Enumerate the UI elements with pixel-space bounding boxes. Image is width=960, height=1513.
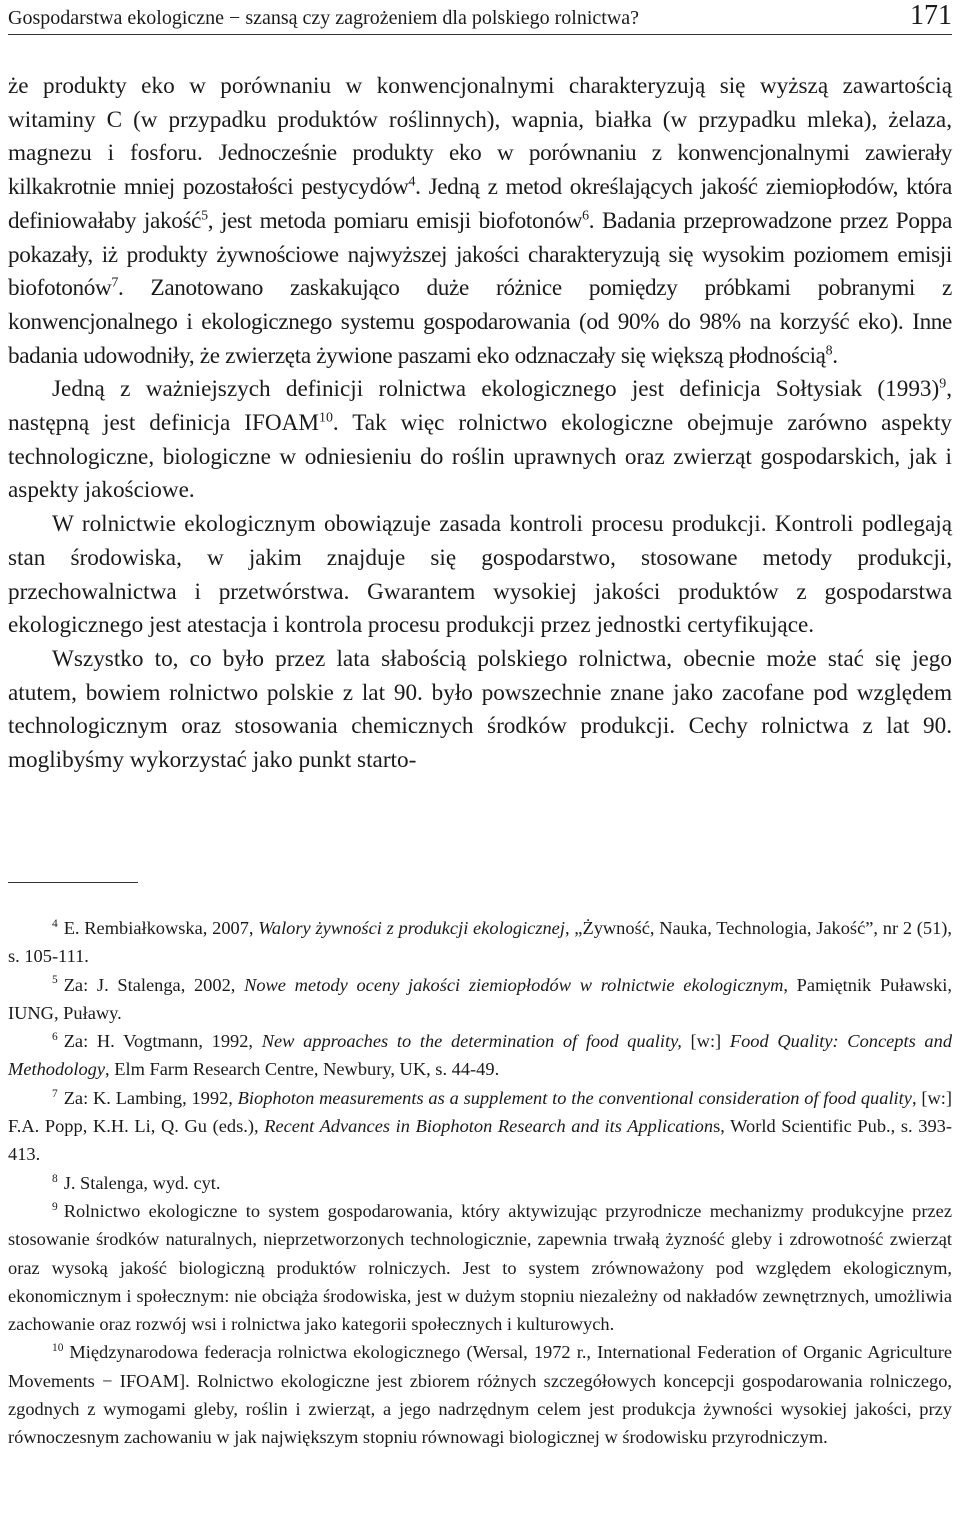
footnote-text: [w:] xyxy=(681,1031,730,1052)
footnote-number: 4 xyxy=(52,917,58,930)
footnote-text: Za: K. Lambing, 1992, xyxy=(63,1087,238,1108)
footnote-text: s, World Scientific Pub., s. 393-413. xyxy=(8,1116,953,1165)
footnote-number: 6 xyxy=(52,1031,58,1044)
footnote-text: J. Stalenga, wyd. cyt. xyxy=(63,1172,221,1193)
p1-text-2a: Jednocześnie produkty eko w porównaniu z konwencjonalnymi zawierały kilkakrotnie mniej pozostałości pestycydów xyxy=(8,140,952,201)
footnote-ref-8: 8 xyxy=(825,342,833,358)
footnote-ref-6: 6 xyxy=(582,208,589,224)
footnote-10 xyxy=(8,1338,952,1451)
footnote-title: Nowe metody oceny jakości ziemiopłodów w rolnictwie ekologicznym xyxy=(244,974,784,995)
p1-text-3: . Jedną z metod określających jakość ziemiopłodów, która definiowałaby jakość xyxy=(8,174,952,234)
footnote-number: 8 xyxy=(52,1172,58,1185)
footnote-9 xyxy=(8,1197,952,1338)
footnote-text: , Pamiętnik Puławski, IUNG, Puławy. xyxy=(8,974,952,1023)
footnote-ref-5: 5 xyxy=(201,208,208,224)
footnote-number: 10 xyxy=(52,1342,64,1355)
main-text xyxy=(8,70,952,778)
footnote-title: New approaches to the determination of food quality, xyxy=(261,1031,682,1052)
running-header xyxy=(8,0,952,35)
footnote-text: , Elm Farm Research Centre, Newbury, UK, s. 44-49. xyxy=(105,1059,500,1080)
paragraph-4: Wszystko to, co było przez lata słabością polskiego rolnictwa, obecnie może stać się jego atutem, bowiem rolnictwo polskie z lat 90. było powszechnie znane jako zacofane pod względem technologicznym oraz stosowania chemicznych środków produkcji. Cechy rolnictwa z lat 90. moglibyśmy wykorzystać jako punkt starto- xyxy=(8,645,952,774)
footnote-text: Za: J. Stalenga, 2002, xyxy=(63,974,245,995)
footnote-text: Rolnictwo ekologiczne to system gospodarowania, który aktywizując przyrodnicze mechanizmy produkcyjne przez stosowanie środków naturalnych, nieprzetworzonych technologicznie, zapewnia trwałą żyzność gleby i zdrowotność zwierząt oraz wysoką jakość biologiczną produktów rolniczych. Jest to system zrównoważony pod względem ekologicznym, ekonomicznym i społecznym: nie obciąża środowiska, jest w dużym stopniu niezależny od nakładów zewnętrznych, umożliwia zachowanie oraz rozwój wsi i rolnictwa jako kategorii społecznych i kulturowych. xyxy=(8,1200,952,1335)
footnote-5 xyxy=(8,971,952,1028)
footnote-ref-10: 10 xyxy=(319,410,333,426)
footnote-ref-4: 4 xyxy=(408,174,416,190)
p2-text-1: Jedną z ważniejszych definicji rolnictwa ekologicznego jest definicja Sołtysiak (1993) xyxy=(52,376,940,403)
paragraph-2 xyxy=(8,373,952,508)
footnote-separator xyxy=(8,882,138,883)
footnote-7 xyxy=(8,1084,952,1169)
footnote-6 xyxy=(8,1027,952,1084)
p1-text-2 xyxy=(8,140,952,368)
p1-text-6: . Zanotowano zaskakująco duże różnice pomiędzy próbkami pobranymi z konwencjonalnego i ekologicznego systemu gospodarowania (od 90% do 98% na korzyść eko). Inne badania udowodniły, że zwierzęta żywione paszami eko odznaczały się większą płodnością xyxy=(8,275,952,369)
p2-text-3: . Tak więc rolnictwo ekologiczne obejmuje zarówno aspekty technologiczne, biologiczne w odniesieniu do roślin uprawnych oraz zwierząt gospodarskich, jak i aspekty jakościowe. xyxy=(8,410,952,504)
paragraph-1 xyxy=(8,70,952,373)
p1-text-1: że produkty eko w porównaniu w konwencjonalnymi charakteryzują się wyższą zawartością witaminy C (w przypadku produktów roślinnych), wapnia, białka (w przypadku mleka), żelaza, magnezu i fosforu. xyxy=(8,73,952,167)
footnote-text: E. Rembiałkowska, 2007, xyxy=(63,918,259,938)
p2-text-2: , następną jest definicja IFOAM xyxy=(8,376,952,437)
p1-text-4: , jest metoda pomiaru emisji biofotonów xyxy=(207,207,583,234)
footnote-title: Walory żywności z produkcji ekologicznej xyxy=(258,918,565,938)
footnote-number: 7 xyxy=(52,1087,58,1100)
footnote-title: Biophoton measurements as a supplement to the conventional consideration of food quality xyxy=(237,1087,912,1108)
footnote-8 xyxy=(8,1169,952,1197)
footnote-4 xyxy=(8,914,952,971)
page-number: 171 xyxy=(910,0,952,31)
footnote-number: 5 xyxy=(52,974,58,987)
footnote-title: Food Quality: Concepts and Methodology xyxy=(8,1031,953,1080)
p1-text-7: . xyxy=(832,342,838,369)
footnote-title: Recent Advances in Biophoton Research and its Application xyxy=(264,1116,714,1137)
footnote-text: Za: H. Vogtmann, 1992, xyxy=(63,1031,262,1052)
footnote-ref-7: 7 xyxy=(111,275,119,291)
footnotes xyxy=(8,914,952,1452)
footnote-text: , „Żywność, Nauka, Technologia, Jakość”, nr 2 (51), s. 105-111. xyxy=(8,918,952,967)
p1-text-5: . Badania przeprowadzone przez Poppa pokazały, iż produkty żywnościowe najwyższej jakości charakteryzują się wysokim poziomem emisji biofotonów xyxy=(8,207,952,302)
footnote-ref-9: 9 xyxy=(939,376,947,392)
footnote-text: Międzynarodowa federacja rolnictwa ekologicznego (Wersal, 1972 r., International Federation of Organic Agriculture Movements − IFOAM]. Rolnictwo ekologiczne jest zbiorem różnych szczegółowych koncepcji gospodarowania rolniczego, zgodnych z wymogami gleby, roślin i zwierząt, a jego nadrzędnym celem jest produkcja żywności wysokiej jakości, przy równoczesnym zachowaniu w jak największym stopniu równowagi biologicznej w środowisku przyrodniczym. xyxy=(8,1342,952,1448)
paragraph-3: W rolnictwie ekologicznym obowiązuje zasada kontroli procesu produkcji. Kontroli podlegają stan środowiska, w jakim znajduje się gospodarstwo, stosowane metody produkcji, przechowalnictwa i przetwórstwa. Gwarantem wysokiej jakości produktów z gospodarstwa ekologicznego jest atestacja i kontrola procesu produkcji przez jednostki certyfikujące. xyxy=(8,511,952,639)
footnote-text: , [w:] F.A. Popp, K.H. Li, Q. Gu (eds.), xyxy=(8,1087,952,1137)
footnote-number: 9 xyxy=(52,1200,58,1213)
running-title: Gospodarstwa ekologiczne − szansą czy zagrożeniem dla polskiego rolnictwa? xyxy=(8,7,640,29)
